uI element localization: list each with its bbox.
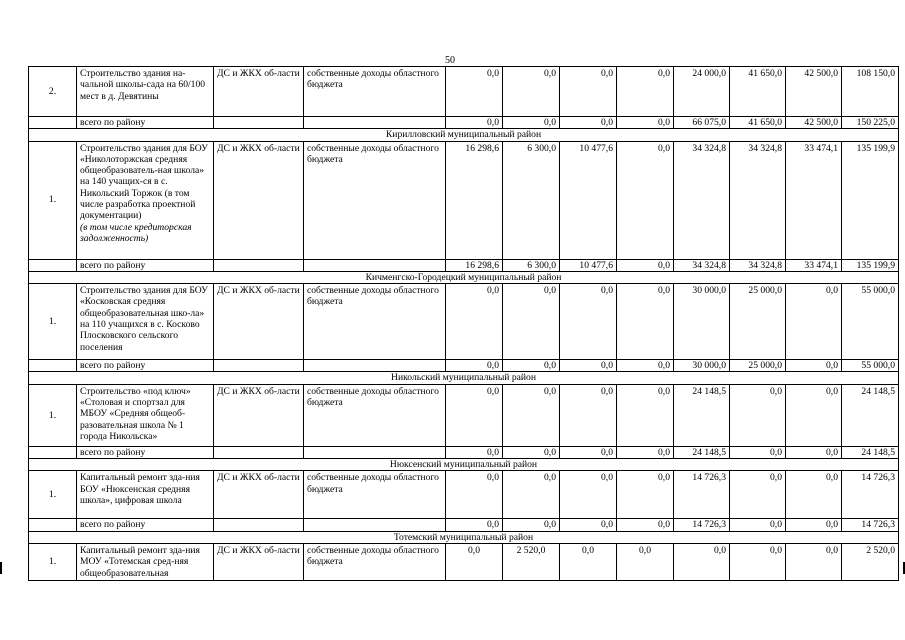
subtotal-amount: 0,0 bbox=[503, 117, 560, 129]
subtotal-amount: 25 000,0 bbox=[730, 360, 786, 372]
amount-cell: 0,0 bbox=[617, 141, 674, 259]
subtotal-amount: 0,0 bbox=[446, 519, 503, 531]
subtotal-blank bbox=[304, 117, 446, 129]
amount-cell: 0,0 bbox=[730, 384, 786, 446]
subtotal-amount: 150 225,0 bbox=[842, 117, 899, 129]
amount-cell: 0,0 bbox=[786, 543, 842, 580]
subtotal-amount: 24 148,5 bbox=[674, 446, 730, 458]
row-number: 1. bbox=[29, 284, 77, 360]
funding-source: собственные доходы областного бюджета bbox=[304, 141, 446, 259]
subtotal-amount: 66 075,0 bbox=[674, 117, 730, 129]
table-body bbox=[29, 67, 899, 581]
subtotal-blank bbox=[29, 259, 77, 271]
amount-cell: 0,0 bbox=[503, 384, 560, 446]
executor: ДС и ЖКХ об-ласти bbox=[214, 471, 304, 519]
object-name: Строительство «под ключ» «Столовая и спортзал для МБОУ «Средняя общеоб-разовательная школа № 1 города Никольска» bbox=[80, 385, 191, 442]
amount-cell: 33 474,1 bbox=[786, 141, 842, 259]
object-name-cell bbox=[77, 543, 214, 580]
amount-cell: 34 324,8 bbox=[674, 141, 730, 259]
amount-cell: 10 477,6 bbox=[560, 141, 617, 259]
district-name: Никольский муниципальный район bbox=[29, 372, 899, 384]
budget-table bbox=[28, 66, 899, 581]
subtotal-blank bbox=[29, 117, 77, 129]
table-row bbox=[29, 67, 899, 117]
object-name: Капитальный ремонт зда-ния БОУ «Нюксенская средняя школа», цифровая школа bbox=[80, 472, 200, 506]
subtotal-amount: 0,0 bbox=[617, 360, 674, 372]
executor: ДС и ЖКХ об-ласти bbox=[214, 543, 304, 580]
subtotal-amount: 0,0 bbox=[786, 446, 842, 458]
object-name: Строительство здания на-чальной школы-сада на 60/100 мест в д. Девятины bbox=[80, 68, 206, 102]
subtotal-blank bbox=[214, 117, 304, 129]
executor: ДС и ЖКХ об-ласти bbox=[214, 141, 304, 259]
district-header-row bbox=[29, 271, 899, 283]
amount-cell: 24 148,5 bbox=[842, 384, 899, 446]
table-row bbox=[29, 384, 899, 446]
object-note: (в том числе кредиторская задолженность) bbox=[80, 221, 192, 244]
district-header-row bbox=[29, 129, 899, 141]
subtotal-amount: 0,0 bbox=[560, 519, 617, 531]
subtotal-blank bbox=[214, 360, 304, 372]
amount-cell: 0,0 bbox=[617, 471, 674, 519]
subtotal-amount: 0,0 bbox=[446, 360, 503, 372]
table-row bbox=[29, 543, 899, 580]
subtotal-label: всего по району bbox=[77, 259, 214, 271]
amount-cell: 0,0 bbox=[446, 384, 503, 446]
funding-source: собственные доходы областного бюджета bbox=[304, 543, 446, 580]
subtotal-amount: 24 148,5 bbox=[842, 446, 899, 458]
district-name: Тотемский муниципальный район bbox=[29, 531, 899, 543]
subtotal-amount: 0,0 bbox=[560, 117, 617, 129]
executor: ДС и ЖКХ об-ласти bbox=[214, 384, 304, 446]
subtotal-amount: 41 650,0 bbox=[730, 117, 786, 129]
amount-cell: 0,0 bbox=[446, 284, 503, 360]
amount-cell: 0,0 bbox=[560, 284, 617, 360]
subtotal-label: всего по району bbox=[77, 446, 214, 458]
object-name-cell bbox=[77, 141, 214, 259]
subtotal-amount: 30 000,0 bbox=[674, 360, 730, 372]
table-row bbox=[29, 141, 899, 259]
subtotal-amount: 34 324,8 bbox=[730, 259, 786, 271]
amount-cell: 2 520,0 bbox=[842, 543, 899, 580]
subtotal-blank bbox=[304, 259, 446, 271]
object-name-cell bbox=[77, 384, 214, 446]
amount-cell: 0,0 bbox=[560, 384, 617, 446]
subtotal-amount: 6 300,0 bbox=[503, 259, 560, 271]
subtotal-amount: 10 477,6 bbox=[560, 259, 617, 271]
subtotal-amount: 42 500,0 bbox=[786, 117, 842, 129]
amount-cell: 0,0 bbox=[786, 471, 842, 519]
subtotal-amount: 0,0 bbox=[503, 519, 560, 531]
amount-cell: 0,0 bbox=[503, 284, 560, 360]
amount-cell: 0,0 bbox=[730, 471, 786, 519]
subtotal-amount: 0,0 bbox=[617, 117, 674, 129]
amount-cell: 0,0 bbox=[560, 471, 617, 519]
subtotal-amount: 14 726,3 bbox=[674, 519, 730, 531]
funding-source: собственные доходы областного бюджета bbox=[304, 471, 446, 519]
amount-cell: 25 000,0 bbox=[730, 284, 786, 360]
row-number: 1. bbox=[29, 141, 77, 259]
district-name: Кичменгско-Городецкий муниципальный район bbox=[29, 271, 899, 283]
subtotal-amount: 0,0 bbox=[730, 519, 786, 531]
subtotal-amount: 16 298,6 bbox=[446, 259, 503, 271]
object-name: Строительство здания для БОУ «Косковская средняя общеобразовательная шко-ла» на 110 учащихся в с. Косково Плосковского сельского поселения bbox=[80, 285, 208, 353]
amount-cell: 2 520,0 bbox=[503, 543, 560, 580]
subtotal-amount: 0,0 bbox=[786, 519, 842, 531]
amount-cell: 42 500,0 bbox=[786, 67, 842, 117]
subtotal-blank bbox=[29, 446, 77, 458]
subtotal-amount: 0,0 bbox=[446, 446, 503, 458]
subtotal-label: всего по району bbox=[77, 360, 214, 372]
object-name: Капитальный ремонт зда-ния МОУ «Тотемская сред-няя общеобразовательная bbox=[80, 544, 200, 579]
amount-cell: 16 298,6 bbox=[446, 141, 503, 259]
page-number: 50 bbox=[445, 55, 455, 66]
subtotal-blank bbox=[304, 519, 446, 531]
subtotal-amount: 0,0 bbox=[503, 360, 560, 372]
amount-cell: 30 000,0 bbox=[674, 284, 730, 360]
district-name: Нюксенский муниципальный район bbox=[29, 459, 899, 471]
district-header-row bbox=[29, 531, 899, 543]
subtotal-amount: 0,0 bbox=[503, 446, 560, 458]
subtotal-amount: 0,0 bbox=[560, 360, 617, 372]
amount-cell: 0,0 bbox=[617, 384, 674, 446]
district-header-row bbox=[29, 372, 899, 384]
row-number: 2. bbox=[29, 67, 77, 117]
subtotal-amount: 0,0 bbox=[617, 446, 674, 458]
district-name: Кирилловский муниципальный район bbox=[29, 129, 899, 141]
row-number: 1. bbox=[29, 543, 77, 580]
amount-cell: 34 324,8 bbox=[730, 141, 786, 259]
amount-cell: 0,0 bbox=[674, 543, 730, 580]
amount-cell: 24 000,0 bbox=[674, 67, 730, 117]
executor: ДС и ЖКХ об-ласти bbox=[214, 67, 304, 117]
amount-cell: 14 726,3 bbox=[674, 471, 730, 519]
object-name-cell bbox=[77, 284, 214, 360]
subtotal-amount: 34 324,8 bbox=[674, 259, 730, 271]
amount-cell: 0,0 bbox=[503, 471, 560, 519]
subtotal-row bbox=[29, 519, 899, 531]
subtotal-amount: 0,0 bbox=[617, 519, 674, 531]
row-number: 1. bbox=[29, 471, 77, 519]
subtotal-blank bbox=[214, 446, 304, 458]
amount-cell: 0,0 bbox=[730, 543, 786, 580]
margin-mark-left bbox=[0, 562, 2, 574]
amount-cell: 41 650,0 bbox=[730, 67, 786, 117]
subtotal-amount: 0,0 bbox=[617, 259, 674, 271]
amount-cell: 0,0 bbox=[446, 67, 503, 117]
table-row bbox=[29, 284, 899, 360]
funding-source: собственные доходы областного бюджета bbox=[304, 384, 446, 446]
amount-cell: 6 300,0 bbox=[503, 141, 560, 259]
row-number: 1. bbox=[29, 384, 77, 446]
subtotal-amount: 0,0 bbox=[560, 446, 617, 458]
funding-source: собственные доходы областного бюджета bbox=[304, 67, 446, 117]
subtotal-blank bbox=[214, 519, 304, 531]
subtotal-blank bbox=[304, 360, 446, 372]
subtotal-row bbox=[29, 259, 899, 271]
amount-cell: 0,0 bbox=[503, 67, 560, 117]
subtotal-blank bbox=[29, 519, 77, 531]
table-row bbox=[29, 471, 899, 519]
subtotal-amount: 14 726,3 bbox=[842, 519, 899, 531]
object-name-cell bbox=[77, 471, 214, 519]
subtotal-amount: 55 000,0 bbox=[842, 360, 899, 372]
subtotal-row bbox=[29, 117, 899, 129]
executor: ДС и ЖКХ об-ласти bbox=[214, 284, 304, 360]
subtotal-label: всего по району bbox=[77, 519, 214, 531]
amount-cell: 14 726,3 bbox=[842, 471, 899, 519]
subtotal-amount: 33 474,1 bbox=[786, 259, 842, 271]
object-name-cell bbox=[77, 67, 214, 117]
amount-cell: 0,0 bbox=[560, 543, 617, 580]
funding-source: собственные доходы областного бюджета bbox=[304, 284, 446, 360]
amount-cell: 0,0 bbox=[617, 67, 674, 117]
subtotal-amount: 135 199,9 bbox=[842, 259, 899, 271]
amount-cell: 108 150,0 bbox=[842, 67, 899, 117]
amount-cell: 24 148,5 bbox=[674, 384, 730, 446]
subtotal-row bbox=[29, 446, 899, 458]
amount-cell: 0,0 bbox=[786, 384, 842, 446]
amount-cell: 0,0 bbox=[446, 471, 503, 519]
subtotal-amount: 0,0 bbox=[446, 117, 503, 129]
object-name: Строительство здания для БОУ «Николоторжская средняя общеобразователь-ная школа» на 140 учащих-ся в с. Никольский Торжок (в том числе разработка проектной документации) bbox=[80, 142, 208, 222]
subtotal-row bbox=[29, 360, 899, 372]
subtotal-amount: 0,0 bbox=[730, 446, 786, 458]
subtotal-label: всего по району bbox=[77, 117, 214, 129]
amount-cell: 0,0 bbox=[617, 284, 674, 360]
amount-cell: 0,0 bbox=[617, 543, 674, 580]
amount-cell: 0,0 bbox=[560, 67, 617, 117]
subtotal-blank bbox=[29, 360, 77, 372]
amount-cell: 135 199,9 bbox=[842, 141, 899, 259]
subtotal-blank bbox=[304, 446, 446, 458]
amount-cell: 0,0 bbox=[446, 543, 503, 580]
amount-cell: 55 000,0 bbox=[842, 284, 899, 360]
subtotal-amount: 0,0 bbox=[786, 360, 842, 372]
amount-cell: 0,0 bbox=[786, 284, 842, 360]
district-header-row bbox=[29, 459, 899, 471]
subtotal-blank bbox=[214, 259, 304, 271]
